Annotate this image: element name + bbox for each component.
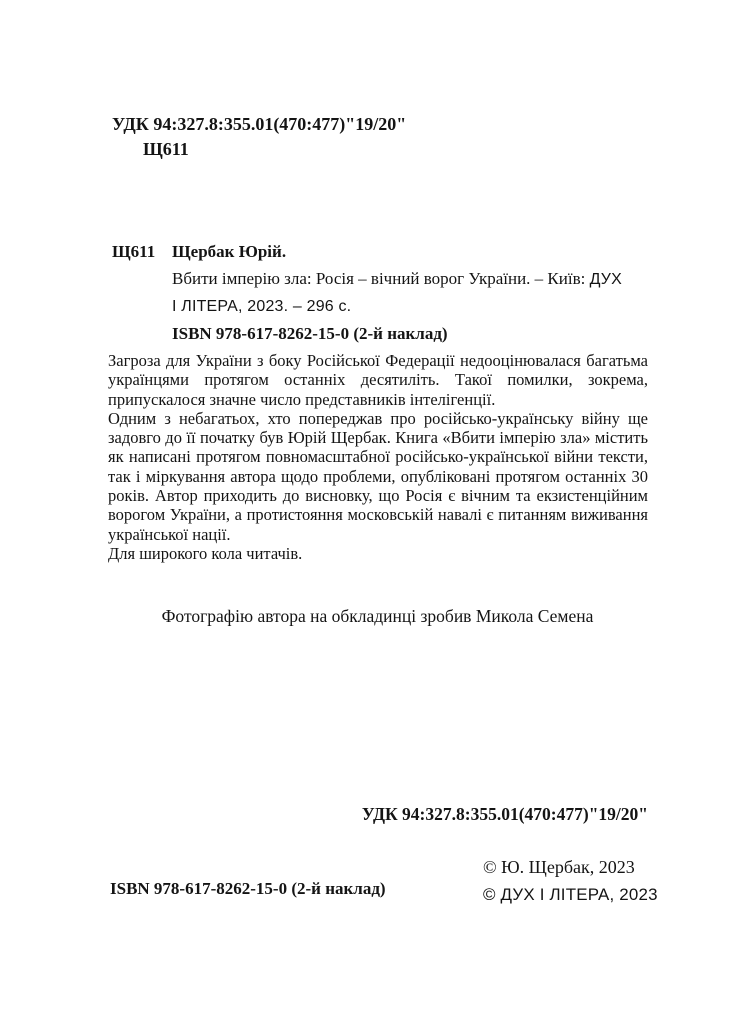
catalog-isbn: ISBN 978-617-8262-15-0 (2-й наклад): [172, 324, 448, 343]
udc-top-block: [112, 112, 406, 162]
catalog-code: Щ611: [112, 242, 156, 261]
catalog-author: Щербак Юрій.: [172, 242, 287, 261]
annotation-paragraph-1: Загроза для України з боку Російської Федерації недооцінювалася багатьма українцями протягом останніх десятиліть. Такої помилки, зокрема, припускалося значне число представників інтелігенції.: [108, 351, 648, 409]
udc-top-line: УДК 94:327.8:355.01(470:477)"19/20": [112, 114, 407, 134]
isbn-bottom: ISBN 978-617-8262-15-0 (2-й наклад): [110, 879, 386, 898]
publisher-name-part1: ДУХ: [589, 271, 622, 288]
copyright-block: [483, 853, 658, 909]
annotation-block: [108, 351, 648, 563]
catalog-body: [172, 238, 692, 347]
annotation-paragraph-3: Для широкого кола читачів.: [108, 543, 303, 563]
copyright-author: © Ю. Щербак, 2023: [483, 857, 635, 877]
udc-bottom-line: УДК 94:327.8:355.01(470:477)"19/20": [361, 804, 648, 824]
catalog-bib-line1: [172, 265, 692, 293]
catalog-title: Вбити імперію зла: Росія – вічний ворог України. – Київ:: [172, 269, 590, 288]
photo-credit: Фотографію автора на обкладинці зробив Микола Семена: [161, 606, 594, 626]
annotation-paragraph-2: Одним з небагатьох, хто попереджав про російсько-українську війну ще задовго до її початку був Юрій Щербак. Книга «Вбити імперію зла» містить як написані протягом повномасштабної російсько-української війни тексти, так і міркування автора щодо проблеми, опубліковані протягом останніх 30 років. Автор приходить до висновку, що Росія є вічним та екзистенційним ворогом України, а протистояння московській навалі є питанням виживання української нації.: [108, 408, 648, 544]
udc-class-code: Щ611: [143, 139, 189, 159]
catalog-entry: [112, 238, 692, 347]
catalog-bib-line2: І ЛІТЕРА, 2023. – 296 с.: [172, 298, 352, 315]
copyright-publisher: © ДУХ І ЛІТЕРА, 2023: [483, 885, 658, 904]
